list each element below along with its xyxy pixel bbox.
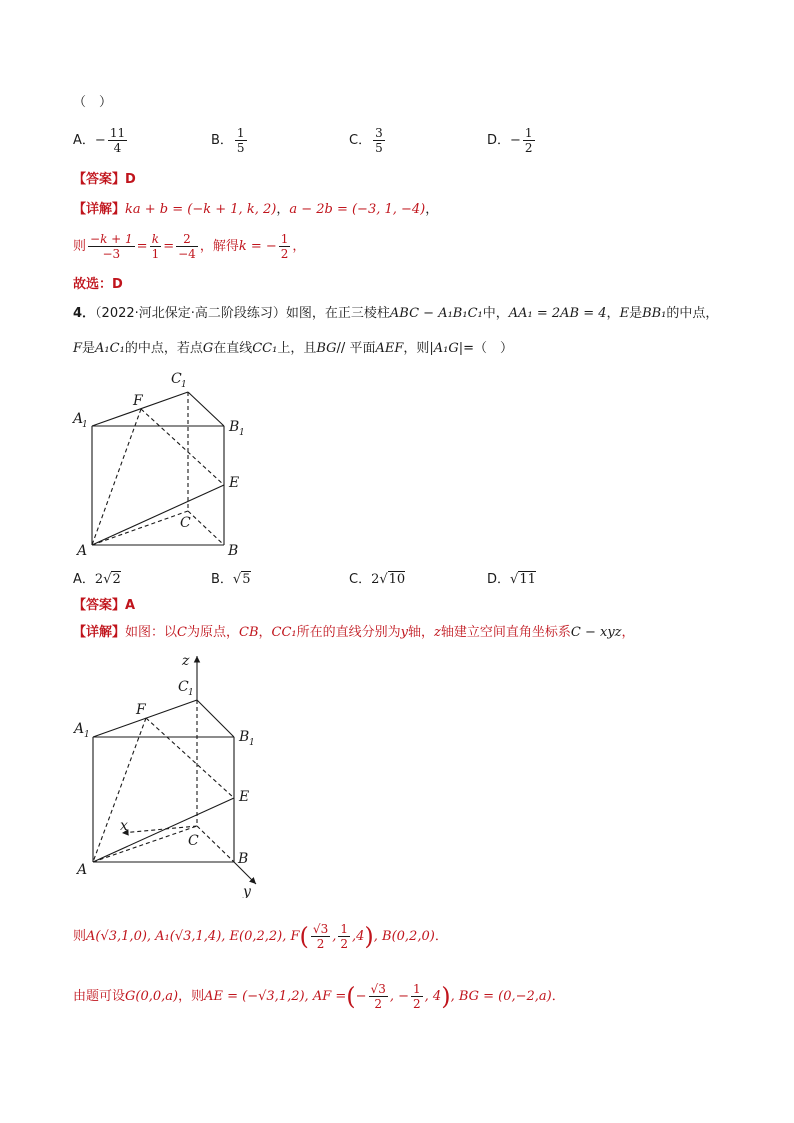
label-a1: A [73,411,84,427]
vector-ae: AE = (−√3,1,2), AF = [204,989,347,1004]
label-a1-sub: 1 [84,730,90,740]
segment-cc1: CC₁ [271,625,297,640]
text: 的中点， [666,306,719,321]
text: ,4 [351,929,365,944]
option-radicand: 11 [519,572,536,587]
text: // 平面 [336,341,376,356]
label-f: F [133,393,143,409]
separator: ， [425,202,439,217]
separator: ， [276,202,290,217]
point-e: E [619,306,630,321]
paren-right: ) [441,982,451,1011]
label-c1: C [171,371,182,387]
sqrt-icon: √ [379,572,388,587]
segment-bg: BG [316,341,337,356]
af-y-fraction: $\frac{1}{2}$ [413,982,421,1011]
label-b1: B [239,729,250,745]
q4-vectors-line [73,982,565,1011]
axis-label-y: y [243,884,251,898]
axis-z: z [434,625,441,640]
abs-a1g: |A₁G| [429,341,464,356]
q4-option-b[interactable] [211,568,251,587]
solve-fraction: $\frac{1}{2}$ [280,232,289,261]
sqrt-icon: √ [510,572,519,587]
q3-detail-line2: 则 $\frac{-k + 1}{-3}$ = $\frac{k}{1}$ = $\frac{2}{-4}$ ，解得k = − $\frac{1}{2}$ ， [73,232,306,261]
axis-y: y [400,625,408,640]
text: ， [621,625,635,640]
prism-figure-2 [70,648,270,898]
text: 在直线 [213,341,253,356]
option-sign: − [94,133,106,148]
text: 上，且 [277,341,317,356]
option-label: A． [73,133,95,148]
text: 则 [73,239,87,254]
q3-choose: 故选：D [73,277,123,292]
text: 则 [73,929,87,944]
solve-lhs: k = − [238,239,277,254]
label-c1-sub: 1 [188,688,194,698]
option-label: A． [73,572,95,587]
text: 轴建立空间直角坐标系 [440,625,571,640]
q4-option-a[interactable] [73,568,121,587]
q3-option-c[interactable] [349,126,387,155]
text: 中， [482,306,509,321]
q4-answer [73,597,135,615]
plane-aef: AEF [375,341,404,356]
label-f: F [136,702,146,718]
prism-name: ABC − A₁B₁C₁ [389,306,483,321]
label-e: E [239,789,250,805]
segment-cb: CB [239,625,259,640]
text: , − [389,989,409,1004]
question-source: （2022·河北保定·高二阶段练习） [95,306,286,321]
ratio-3: $\frac{2}{-4}$ [178,232,196,261]
label-b: B [238,851,249,867]
text: ． [434,929,448,944]
coord-system: C − xyz [570,625,622,640]
text: ， [292,239,306,254]
option-label: B． [211,572,233,587]
answer-tag: 【答案】 [73,172,126,187]
q3-option-b[interactable] [211,126,249,155]
vector-bg: , BG = (0,−2,a) [450,989,552,1004]
text: , 4 [424,989,442,1004]
text: 轴， [408,625,435,640]
text: , [332,929,337,944]
detail-tag: 【详解】 [73,202,126,217]
text: 是 [629,306,643,321]
text: ． [551,989,565,1004]
q3-option-d[interactable] [487,126,537,155]
option-label: D． [487,572,511,587]
option-coef: 2 [371,572,380,587]
option-coef: 2 [94,572,104,587]
q4-option-d[interactable] [487,568,536,587]
q3-option-a[interactable] [73,126,129,155]
option-sign: − [510,133,521,148]
ratio-1: $\frac{-k + 1}{-3}$ [90,232,133,261]
origin-c: C [177,625,187,640]
point-g: G [202,341,214,356]
option-fraction: $\frac{1}{5}$ [236,126,245,155]
option-radicand: 10 [388,572,406,587]
text: ，则 [178,989,205,1004]
answer-value: D [125,172,136,187]
option-label: C． [349,133,372,148]
segment-bb1: BB₁ [642,306,667,321]
q3-answer [73,171,136,189]
text: 由题可设 [73,989,126,1004]
label-b: B [228,543,239,558]
label-a: A [77,543,88,558]
option-radicand: 2 [112,572,121,587]
prism-figure-1 [70,368,270,558]
question-number: 4． [73,306,96,321]
text: ， [606,306,620,321]
answer-tag: 【答案】 [73,598,126,613]
option-fraction: $\frac{1}{2}$ [524,126,533,155]
text: ，解得 [199,239,239,254]
text: ， [258,625,272,640]
text: 为原点， [186,625,239,640]
q3-detail-line1 [73,201,438,219]
text: − [355,989,367,1004]
label-c1: C [178,679,189,695]
q4-coords-line [73,922,448,951]
label-c1-sub: 1 [181,380,187,390]
text: 如图，在正三棱柱 [285,306,390,321]
q4-option-c[interactable] [349,568,405,587]
option-radicand: 5 [242,572,251,587]
axis-label-x: x [120,818,128,834]
af-x-fraction: $\frac{√3}{2}$ [370,982,386,1011]
vector-sum: ka + b = (−k + 1, k, 2) [125,202,277,217]
label-a1-sub: 1 [82,420,88,430]
f-y-fraction: $\frac{1}{2}$ [340,922,348,951]
option-fraction: $\frac{11}{4}$ [109,126,126,155]
label-a: A [77,862,88,878]
f-x-fraction: $\frac{√3}{2}$ [312,922,329,951]
label-b1-sub: 1 [239,428,245,438]
vector-diff: a − 2b = (−3, 1, −4) [289,202,426,217]
q4-detail-line [73,624,635,642]
label-b1: B [229,419,240,435]
ratio-2: $\frac{k}{1}$ [151,232,160,261]
paren-left: ( [346,982,356,1011]
q4-stem-line1 [73,305,718,323]
detail-tag: 【详解】 [73,625,126,640]
text: ，则 [403,341,430,356]
segment-cc1: CC₁ [252,341,278,356]
text: =（ ） [463,341,514,356]
paren-right: ) [364,922,374,951]
label-c: C [188,833,199,849]
paren-left: ( [299,922,309,951]
q4-stem-line2 [73,340,513,358]
label-c: C [180,515,191,531]
option-label: B． [211,133,233,148]
sqrt-icon: √ [232,572,242,587]
axis-label-z: z [182,653,190,669]
label-a1: A [74,721,85,737]
option-label: C． [349,572,372,587]
point-coords: A(√3,1,0), A₁(√3,1,4), E(0,2,2), F [86,929,300,944]
text: 如图：以 [125,625,178,640]
label-e: E [229,475,240,491]
option-label: D． [487,133,511,148]
text: 所在的直线分别为 [296,625,401,640]
length-equation: AA₁ = 2AB = 4 [508,306,607,321]
point-f: F [73,341,83,356]
text: 是 [82,341,96,356]
point-g: G(0,0,a) [125,989,179,1004]
label-b1-sub: 1 [249,738,255,748]
point-b-coords: , B(0,2,0) [373,929,435,944]
answer-value: A [125,598,136,613]
q3-paren: （ ） [73,95,113,110]
option-fraction: $\frac{3}{5}$ [375,126,383,155]
text: 的中点，若点 [124,341,203,356]
sqrt-icon: √ [103,572,112,587]
segment-a1c1: A₁C₁ [95,341,125,356]
